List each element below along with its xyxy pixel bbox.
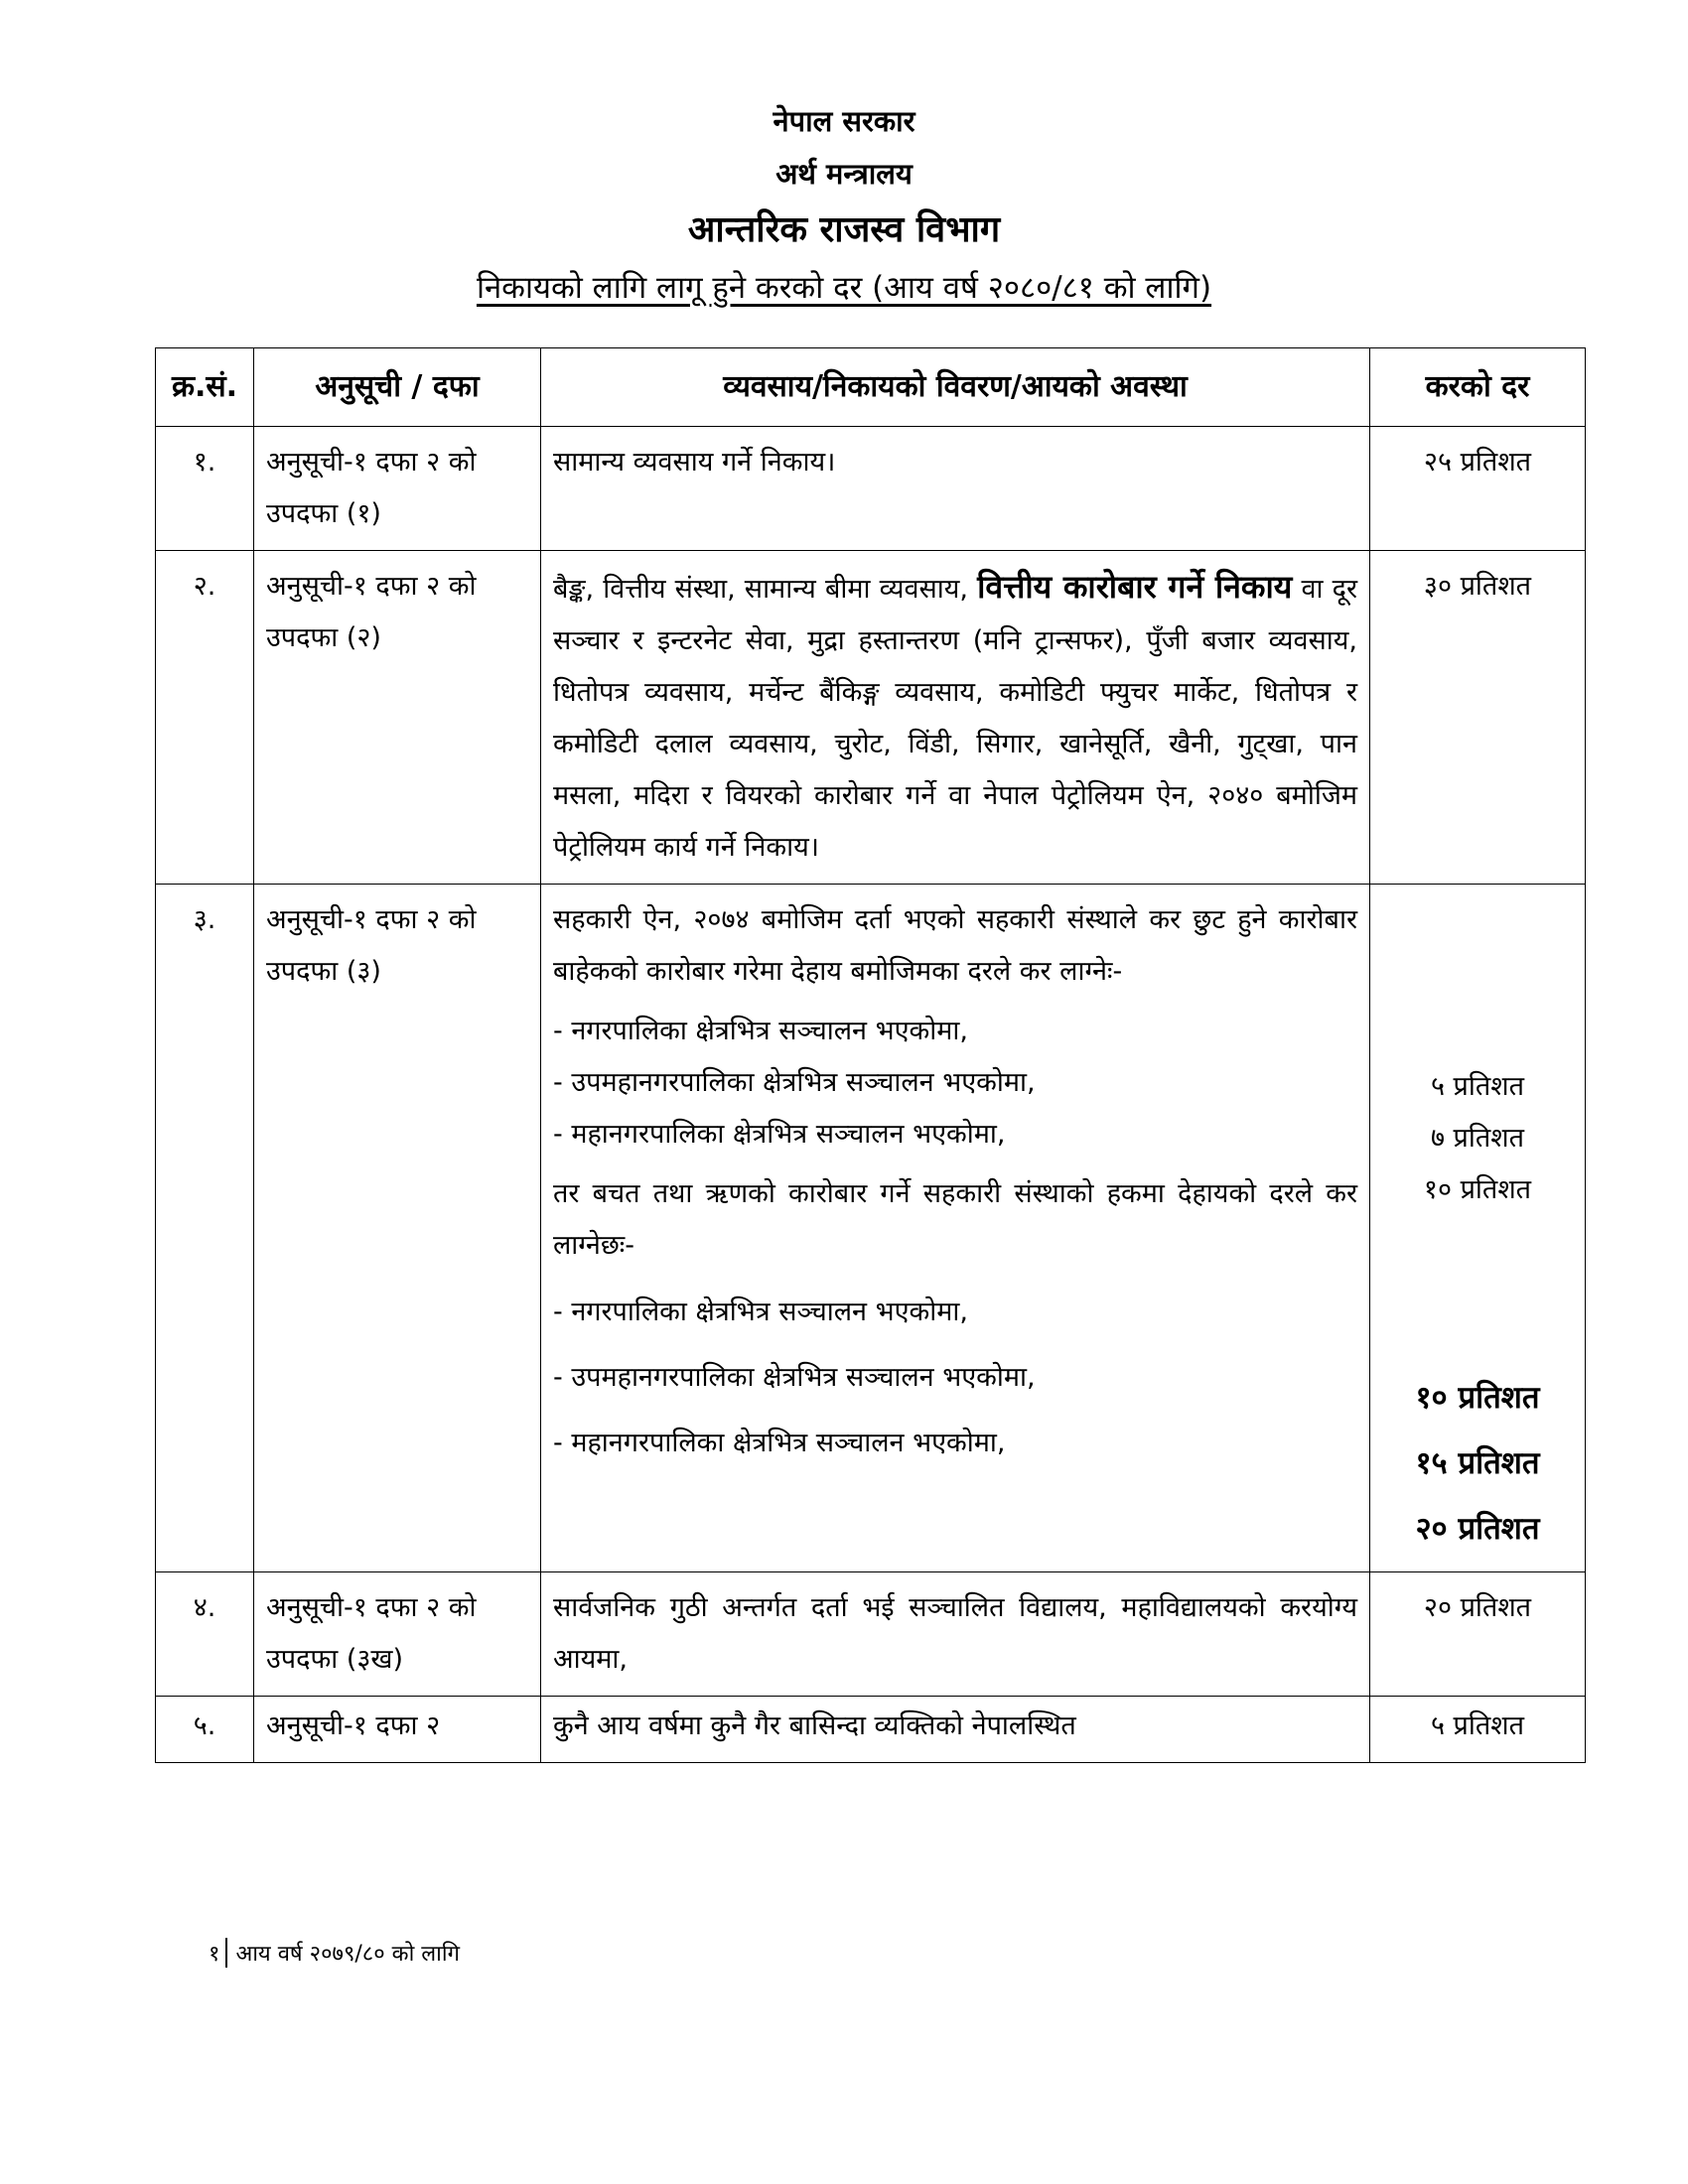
column-header-rate: करको दर [1370, 348, 1586, 427]
column-header-serial: क्र.सं. [156, 348, 254, 427]
row-serial: १. [156, 427, 254, 551]
row-serial: ३. [156, 885, 254, 1572]
column-header-schedule: अनुसूची / दफा [254, 348, 541, 427]
rate-value: ५ प्रतिशत [1430, 1071, 1525, 1102]
description-proviso: तर बचत तथा ऋणको कारोबार गर्ने सहकारी संस्थाको हकमा देहायको दरले कर लाग्नेछः- [553, 1178, 1357, 1261]
header-department: आन्तरिक राजस्व विभाग [687, 209, 1001, 250]
row-schedule: अनुसूची-१ दफा २ [254, 1697, 541, 1763]
row-serial: ५. [156, 1697, 254, 1763]
row-description: सार्वजनिक गुठी अन्तर्गत दर्ता भई सञ्चालित विद्यालय, महाविद्यालयको करयोग्य आयमा, [541, 1572, 1370, 1697]
list-item: - महानगरपालिका क्षेत्रभित्र सञ्चालन भएकोमा, [553, 1119, 1006, 1150]
list-item: - नगरपालिका क्षेत्रभित्र सञ्चालन भएकोमा, [553, 1016, 968, 1046]
table-row [156, 427, 1586, 551]
description-text: बैङ्क, वित्तीय संस्था, सामान्य बीमा व्यवसाय, [553, 574, 969, 605]
footer-text: आय वर्ष २०७९/८० को लागि [235, 1942, 460, 1967]
row-schedule: अनुसूची-१ दफा २ को उपदफा (३ख) [254, 1572, 541, 1697]
rate-value: १५ प्रतिशत [1415, 1445, 1540, 1481]
rate-value: २० प्रतिशत [1415, 1511, 1540, 1547]
table-row [156, 885, 1586, 1572]
table-row [156, 551, 1586, 885]
row-serial: ४. [156, 1572, 254, 1697]
list-item: - उपमहानगरपालिका क्षेत्रभित्र सञ्चालन भएकोमा, [553, 1067, 1036, 1098]
page-title: निकायको लागि लागू हुने करको दर (आय वर्ष २०८०/८१ को लागि) [476, 270, 1212, 306]
row-rate [1370, 885, 1586, 1572]
page-footer [209, 1938, 460, 1968]
row-rate: २५ प्रतिशत [1370, 427, 1586, 551]
description-intro: सहकारी ऐन, २०७४ बमोजिम दर्ता भएको सहकारी संस्थाले कर छुट हुने कारोबार बाहेकको कारोबार गरेमा देहाय बमोजिमका दरले कर लाग्नेः- [553, 904, 1357, 987]
rate-list [1382, 1061, 1573, 1216]
table-row [156, 1697, 1586, 1763]
list-item: - उपमहानगरपालिका क्षेत्रभित्र सञ्चालन भएकोमा, [553, 1362, 1036, 1393]
row-rate: २० प्रतिशत [1370, 1572, 1586, 1697]
row-description: कुनै आय वर्षमा कुनै गैर बासिन्दा व्यक्तिको नेपालस्थित [541, 1697, 1370, 1763]
table-row [156, 1572, 1586, 1697]
row-serial: २. [156, 551, 254, 885]
rate-value: १० प्रतिशत [1415, 1380, 1540, 1416]
table-header-row [156, 348, 1586, 427]
row-description [541, 551, 1370, 885]
column-header-description: व्यवसाय/निकायको विवरण/आयको अवस्था [541, 348, 1370, 427]
rate-list-bold [1382, 1365, 1573, 1562]
row-rate: ५ प्रतिशत [1370, 1697, 1586, 1763]
description-text: वा दूर सञ्चार र इन्टरनेट सेवा, मुद्रा हस्तान्तरण (मनि ट्रान्सफर), पुँजी बजार व्यवसाय, धितोपत्र व्यवसाय, मर्चेन्ट बैंकिङ्ग व्यवसाय, कमोडिटी फ्युचर मार्केट, धितोपत्र र कमोडिटी दलाल व्यवसाय, चुरोट, विंडी, सिगार, खानेसूर्ति, खैनी, गुट्खा, पान मसला, मदिरा र वियरको कारोबार गर्ने वा नेपाल पेट्रोलियम ऐन, २०४० बमोजिम पेट्रोलियम कार्य गर्ने निकाय। [553, 574, 1357, 863]
rate-value: ७ प्रतिशत [1430, 1123, 1525, 1154]
row-rate: ३० प्रतिशत [1370, 551, 1586, 885]
row-schedule: अनुसूची-१ दफा २ को उपदफा (१) [254, 427, 541, 551]
row-schedule: अनुसूची-१ दफा २ को उपदफा (३) [254, 885, 541, 1572]
header-ministry: अर्थ मन्त्रालय [775, 157, 913, 191]
tax-rate-table [155, 347, 1586, 1763]
header-government: नेपाल सरकार [773, 104, 915, 138]
row-description: सामान्य व्यवसाय गर्ने निकाय। [541, 427, 1370, 551]
description-bold-text: वित्तीय कारोबार गर्ने निकाय [977, 568, 1293, 606]
list-item: - महानगरपालिका क्षेत्रभित्र सञ्चालन भएकोमा, [553, 1428, 1006, 1458]
row-description [541, 885, 1370, 1572]
list-item: - नगरपालिका क्षेत्रभित्र सञ्चालन भएकोमा, [553, 1297, 968, 1327]
row-schedule: अनुसूची-१ दफा २ को उपदफा (२) [254, 551, 541, 885]
rate-value: १० प्रतिशत [1423, 1174, 1532, 1205]
page-number: १ [209, 1938, 227, 1968]
